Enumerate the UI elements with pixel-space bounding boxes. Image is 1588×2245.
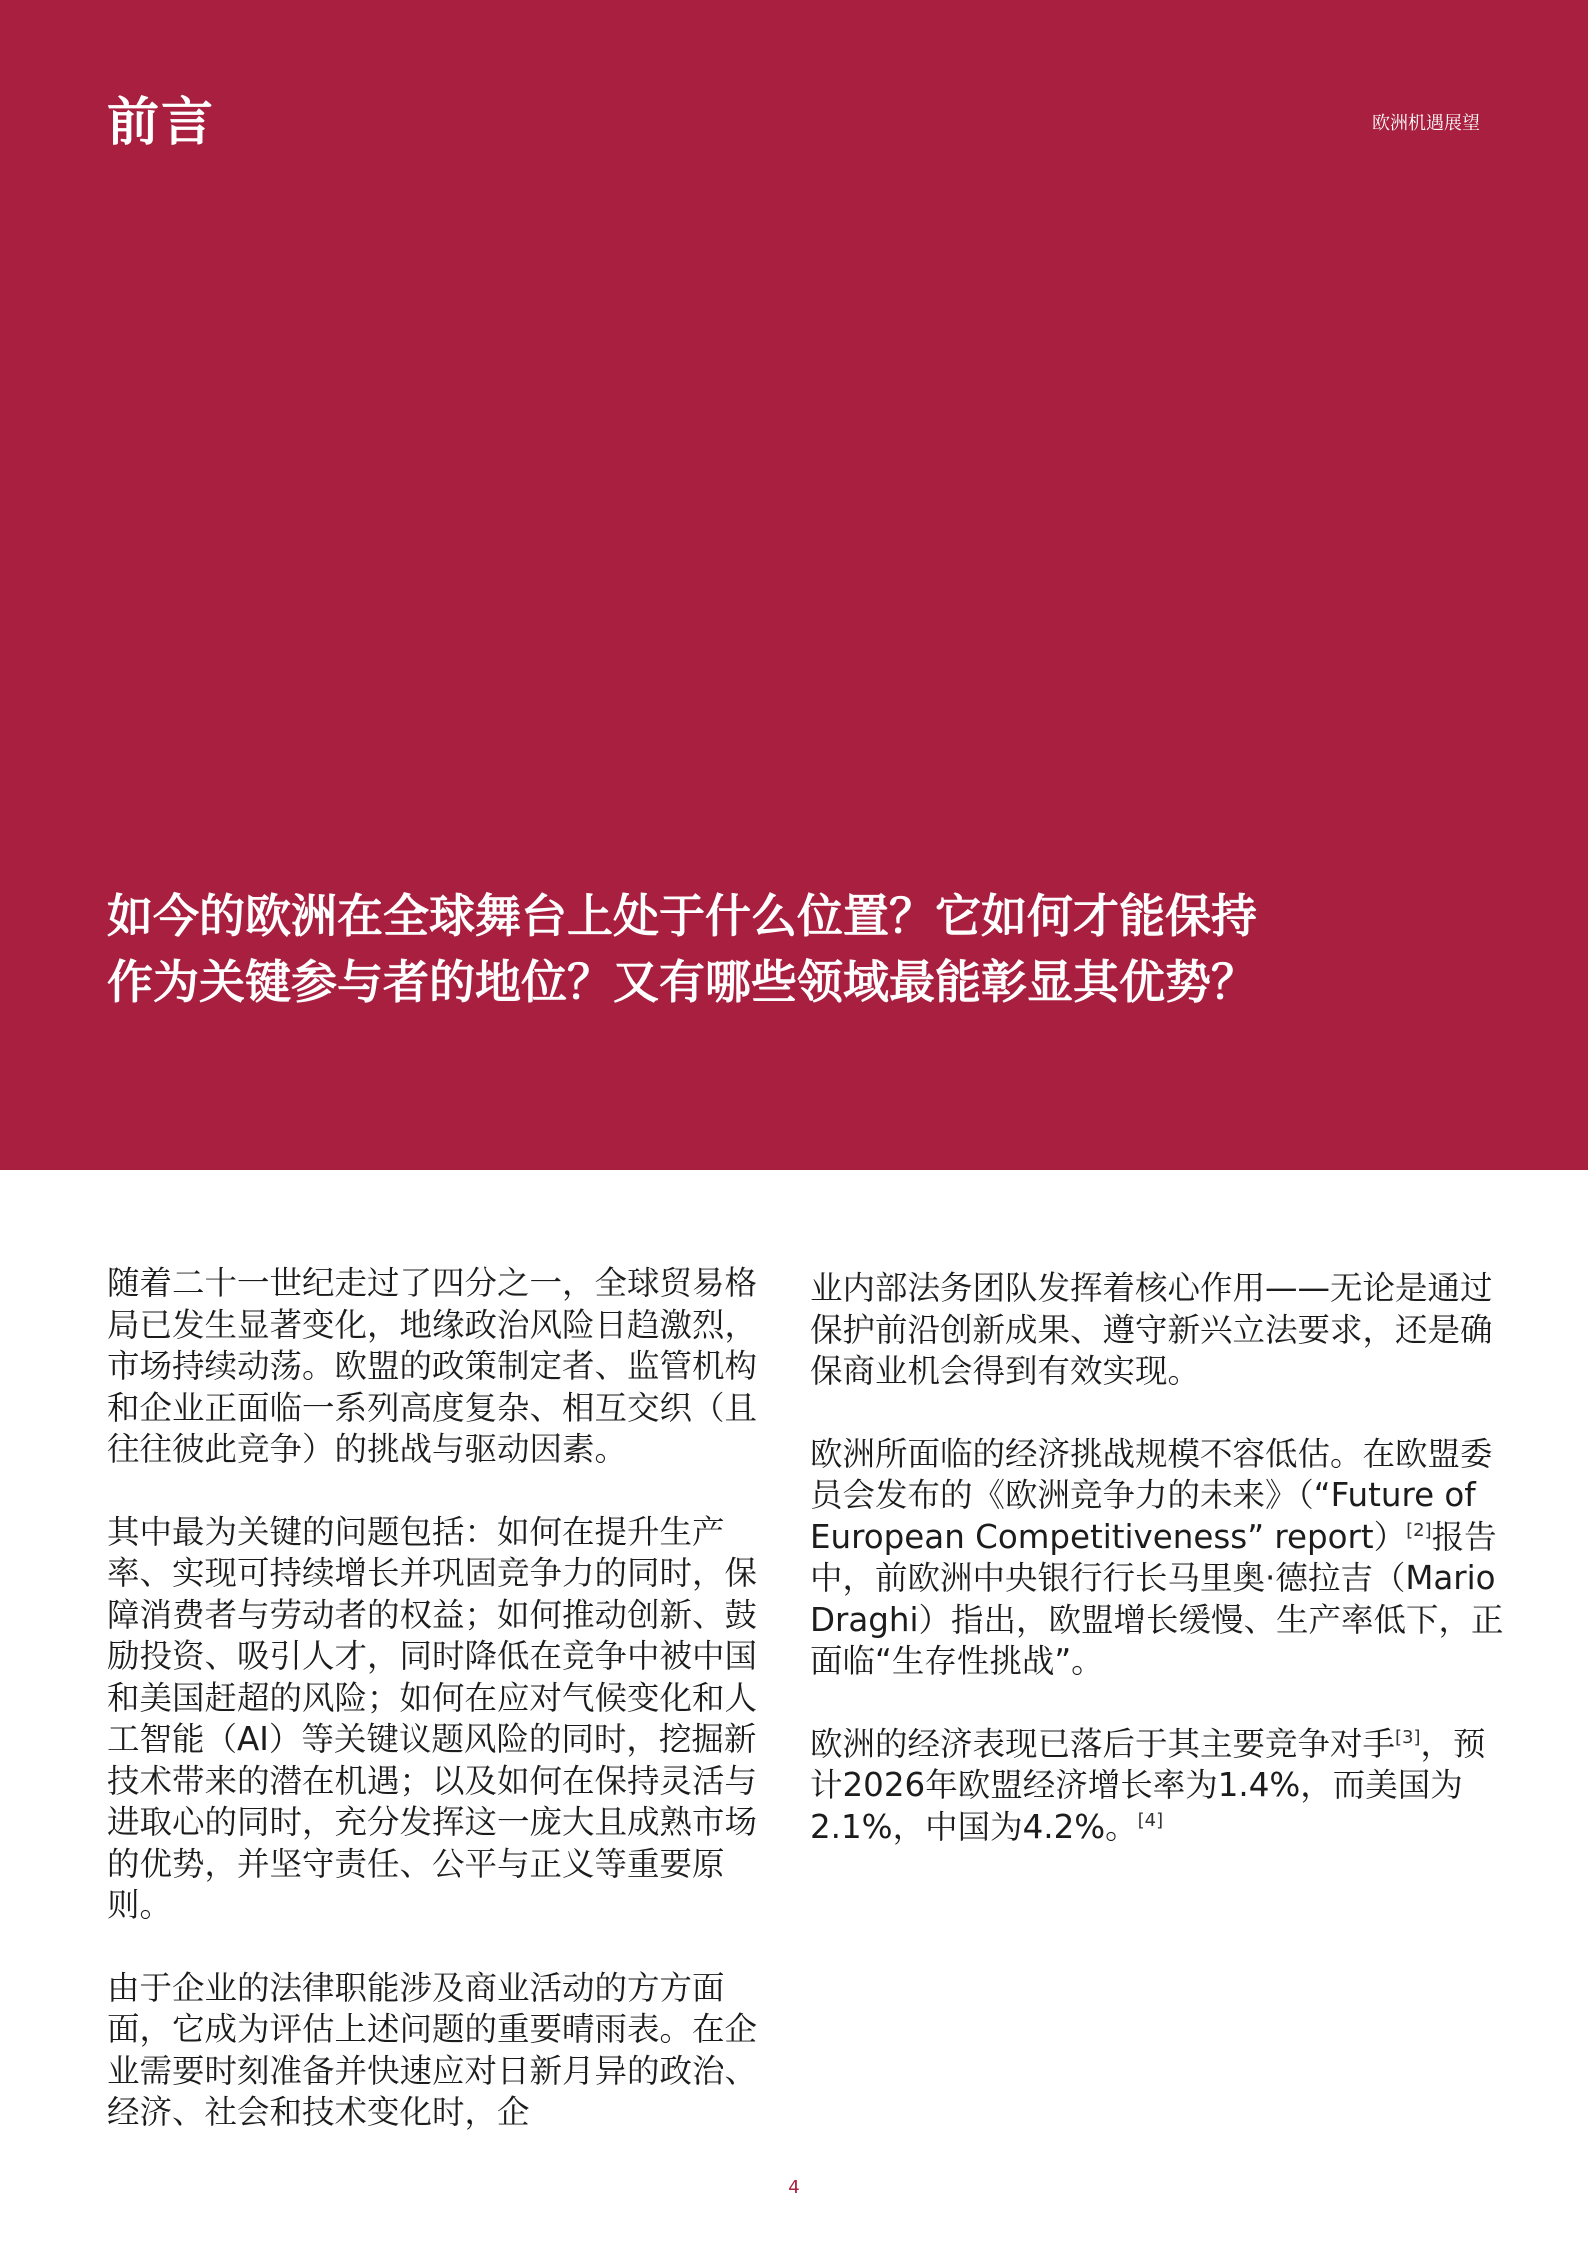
body-column-right bbox=[810, 1268, 1510, 1889]
footnote-reference[interactable]: [4] bbox=[1137, 1809, 1164, 1831]
paragraph: 其中最为关键的问题包括：如何在提升生产率、实现可持续增长并巩固竞争力的同时，保障消费者与劳动者的权益；如何推动创新、鼓励投资、吸引人才，同时降低在竞争中被中国和美国赶超的风险；如何在应对气候变化和人工智能（AI）等关键议题风险的同时，挖掘新技术带来的潜在机遇；以及如何在保持灵活与进取心的同时，充分发挥这一庞大且成熟市场的优势，并坚守责任、公平与正义等重要原则。 bbox=[107, 1512, 758, 1924]
paragraph-text: 报告中，前欧洲中央银行行长马里奥·德拉吉（Mario Draghi）指出，欧盟增长缓慢、生产率低下，正面临“生存性挑战”。 bbox=[810, 1517, 1504, 1680]
section-title: 前言 bbox=[107, 93, 216, 153]
body-column-left bbox=[107, 1263, 787, 2175]
paragraph bbox=[810, 1434, 1510, 1683]
page-number: 4 bbox=[788, 2177, 800, 2198]
hero-question: 如今的欧洲在全球舞台上处于什么位置？它如何才能保持作为关键参与者的地位？又有哪些领域最能彰显其优势？ bbox=[107, 889, 1257, 1009]
footnote-reference[interactable]: [3] bbox=[1395, 1726, 1421, 1748]
running-header: 欧洲机遇展望 bbox=[1372, 113, 1480, 134]
paragraph: 业内部法务团队发挥着核心作用——无论是通过保护前沿创新成果、遵守新兴立法要求，还是确保商业机会得到有效实现。 bbox=[810, 1269, 1493, 1390]
paragraph-text: 欧洲所面临的经济挑战规模不容低估。在欧盟委员会发布的《欧洲竞争力的未来》（“Future of European Competitiveness” report） bbox=[810, 1434, 1493, 1556]
footnote-reference[interactable]: [2] bbox=[1406, 1519, 1432, 1541]
paragraph: 随着二十一世纪走过了四分之一，全球贸易格局已发生显著变化，地缘政治风险日趋激烈，市场持续动荡。欧盟的政策制定者、监管机构和企业正面临一系列高度复杂、相互交织（且往往彼此竞争）的挑战与驱动因素。 bbox=[107, 1264, 758, 1468]
paragraph-text: ，预计2026年欧盟经济增长率为1.4%，而美国为2.1%，中国为4.2%。 bbox=[810, 1724, 1486, 1846]
paragraph bbox=[810, 1724, 1510, 1849]
paragraph: 由于企业的法律职能涉及商业活动的方方面面，它成为评估上述问题的重要晴雨表。在企业需要时刻准备并快速应对日新月异的政治、经济、社会和技术变化时，企 bbox=[107, 1968, 758, 2131]
paragraph-text: 欧洲的经济表现已落后于其主要竞争对手 bbox=[810, 1724, 1396, 1763]
